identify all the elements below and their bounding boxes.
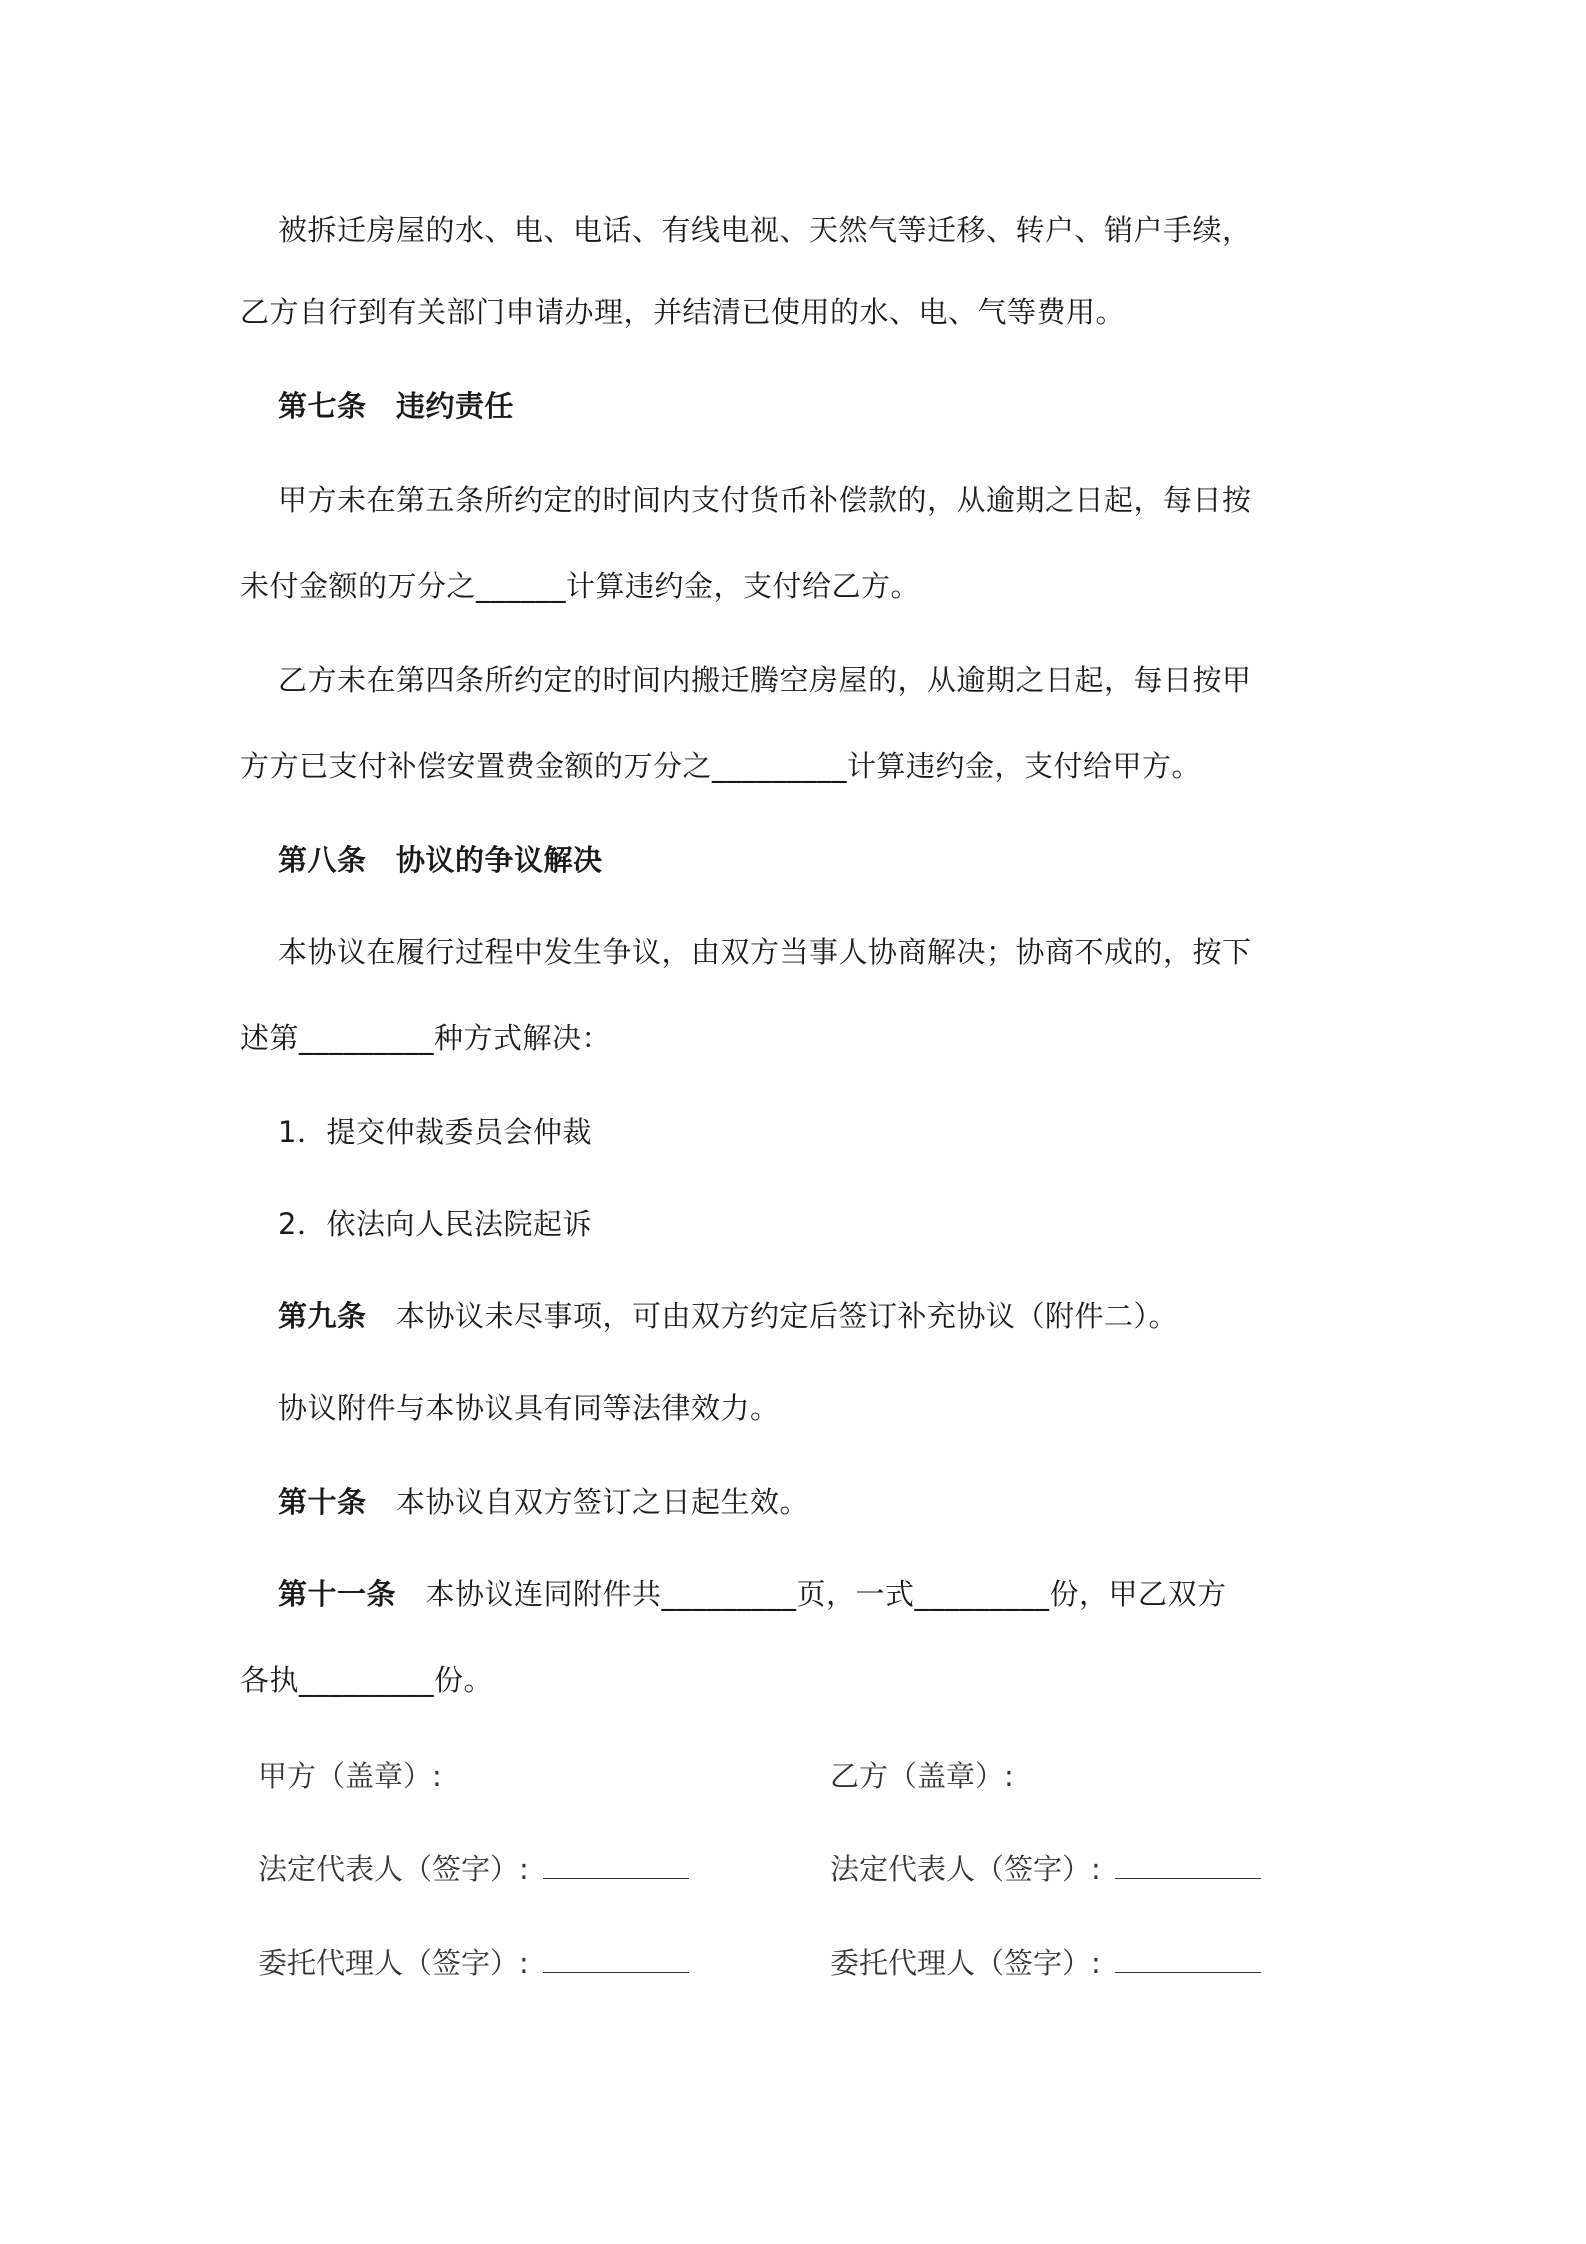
article-10-text: 本协议自双方签订之日起生效。	[366, 1485, 810, 1519]
paragraph-party-a-penalty-line1: 甲方未在第五条所约定的时间内支付货币补偿款的，从逾期之日起，每日按	[278, 483, 1252, 517]
party-b-seal-label: 乙方（盖章）:	[830, 1759, 1014, 1793]
article-10-title: 第十条	[278, 1485, 367, 1519]
party-a-agent-signature-line[interactable]	[543, 1942, 689, 1973]
article-10	[278, 1482, 809, 1522]
paragraph-party-b-penalty-line2: 方方已支付补偿安置费金额的万分之_________计算违约金，支付给甲方。	[240, 749, 1202, 783]
dispute-option-2: 2．依法向人民法院起诉	[278, 1207, 592, 1241]
party-b-representative-label: 法定代表人（签字）:	[830, 1852, 1101, 1886]
paragraph-utilities-line2: 乙方自行到有关部门申请办理，并结清已使用的水、电、气等费用。	[240, 295, 1126, 329]
party-a-representative-label: 法定代表人（签字）:	[258, 1852, 529, 1886]
party-a-agent-label: 委托代理人（签字）:	[258, 1946, 529, 1980]
paragraph-dispute-line1: 本协议在履行过程中发生争议，由双方当事人协商解决；协商不成的，按下	[278, 935, 1252, 969]
article-9-text: 本协议未尽事项，可由双方约定后签订补充协议（附件二）。	[366, 1299, 1179, 1333]
party-b-representative	[830, 1848, 1261, 1889]
article-11-text: 本协议连同附件共_________页，一式_________份，甲乙双方	[396, 1577, 1227, 1611]
party-b-agent-label: 委托代理人（签字）:	[830, 1946, 1101, 1980]
party-b-agent	[830, 1942, 1261, 1983]
party-a-agent	[258, 1942, 689, 1983]
paragraph-utilities-line1: 被拆迁房屋的水、电、电话、有线电视、天然气等迁移、转户、销户手续，	[278, 213, 1252, 247]
article-7-heading: 第七条 违约责任	[278, 389, 515, 423]
paragraph-annex-validity: 协议附件与本协议具有同等法律效力。	[278, 1391, 780, 1425]
article-11-line1	[278, 1574, 1227, 1614]
article-11-line2: 各执_________份。	[240, 1663, 494, 1697]
party-a-seal-label: 甲方（盖章）:	[258, 1759, 442, 1793]
paragraph-party-a-penalty-line2: 未付金额的万分之______计算违约金，支付给乙方。	[240, 569, 921, 603]
paragraph-party-b-penalty-line1: 乙方未在第四条所约定的时间内搬迁腾空房屋的，从逾期之日起，每日按甲	[278, 663, 1252, 697]
article-9	[278, 1296, 1178, 1336]
paragraph-dispute-line2: 述第_________种方式解决：	[240, 1021, 612, 1055]
article-9-title: 第九条	[278, 1299, 367, 1333]
dispute-option-1: 1．提交仲裁委员会仲裁	[278, 1115, 592, 1149]
party-a-representative-signature-line[interactable]	[543, 1848, 689, 1879]
party-b-representative-signature-line[interactable]	[1115, 1848, 1261, 1879]
party-a-representative	[258, 1848, 689, 1889]
party-b-agent-signature-line[interactable]	[1115, 1942, 1261, 1973]
article-8-heading: 第八条 协议的争议解决	[278, 843, 603, 877]
article-11-title: 第十一条	[278, 1577, 397, 1611]
